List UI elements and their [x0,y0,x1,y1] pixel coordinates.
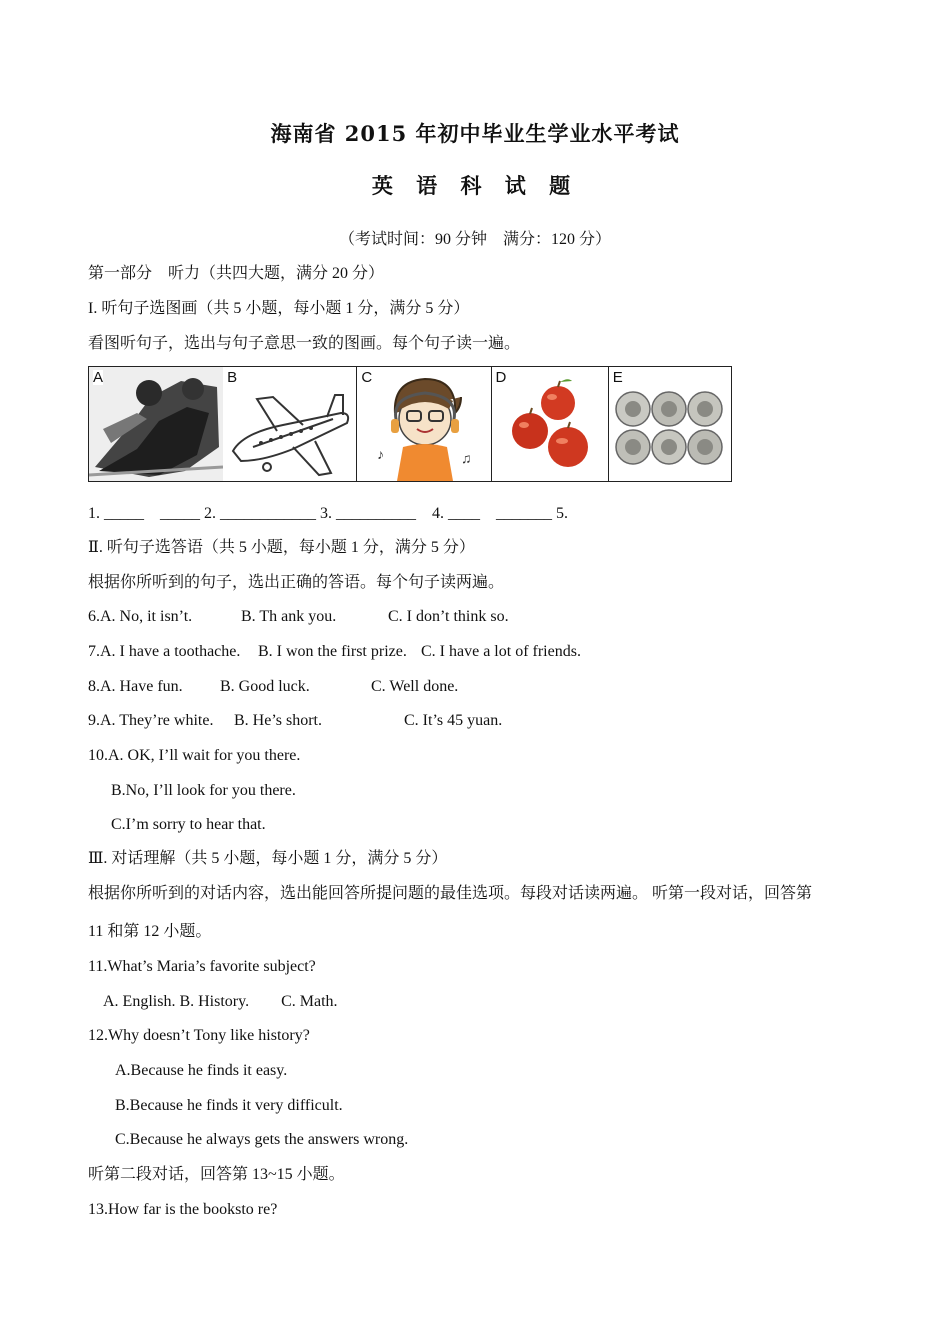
picture-e [609,367,731,481]
q7-option-c: C. I have a lot of friends. [421,643,581,660]
svg-text:♪: ♪ [377,448,385,463]
section2-instruction: 根据你所听到的句子，选出正确的答语。每个句子读两遍。 [88,574,505,591]
q8-option-c: C. Well done. [371,678,459,695]
q6-option-c: C. I don’t think so. [388,608,509,625]
exam-title: 海南省 2015 年初中毕业生学业水平考试 [270,121,680,146]
picture-d [492,367,609,481]
q8-option-a: 8.A. Have fun. [88,678,183,695]
q9-option-a: 9.A. They’re white. [88,712,214,729]
q10-option-b: B.No, I’ll look for you there. [111,782,296,799]
picture-b [223,367,357,481]
picture-a [89,367,223,481]
q7-option-b: B. I won the first prize. [258,643,407,660]
section1-instruction: 看图听句子，选出与句子意思一致的图画。每个句子读一遍。 [88,335,521,352]
picture-label: D [495,369,507,386]
q6-option-b: B. Th ank you. [241,608,337,625]
boy-with-headphones-icon [357,367,491,481]
picture-label: A [93,369,104,386]
picture-c [357,367,491,481]
section3-heading: Ⅲ. 对话理解（共 5 小题，每小题 1 分，满分 5 分） [88,850,448,867]
q9-option-b: B. He’s short. [234,712,322,729]
q8-option-b: B. Good luck. [220,678,310,695]
subject-title: 英 语 科 试 题 [371,173,579,198]
answer-line: 1. _____ _____ 2. ____________ 3. __________ 4. ____ _______ 5. [88,505,569,522]
coins-photo-icon [609,367,732,481]
section3-instruction-line2: 11 和第 12 小题。 [88,923,212,940]
q12-option-a: A.Because he finds it easy. [115,1062,288,1079]
exam-info: （考试时间：90 分钟 满分：120 分） [338,231,611,248]
section2-heading: Ⅱ. 听句子选答语（共 5 小题，每小题 1 分，满分 5 分） [88,539,475,556]
picture-strip [88,366,732,482]
q12-option-b: B.Because he finds it very difficult. [115,1097,343,1114]
q12-option-c: C.Because he always gets the answers wrong. [115,1131,409,1148]
q9-option-c: C. It’s 45 yuan. [404,712,503,729]
q13-question: 13.How far is the booksto re? [88,1201,278,1218]
apples-photo-icon [492,367,609,481]
section3-instruction-line1: 根据你所听到的对话内容，选出能回答所提问题的最佳选项。每段对话读两遍。 听第一段对话，回答第 [88,885,813,902]
svg-text:♫: ♫ [461,452,472,467]
q10-option-c: C.I’m sorry to hear that. [111,816,266,833]
section1-heading: I. 听句子选图画（共 5 小题，每小题 1 分，满分 5 分） [88,300,470,317]
q10-option-a: 10.A. OK, I’ll wait for you there. [88,747,301,764]
q12-question: 12.Why doesn’t Tony like history? [88,1027,310,1044]
airplane-drawing-icon [223,367,357,481]
skaters-photo-icon [89,367,223,481]
q11-question: 11.What’s Maria’s favorite subject? [88,958,316,975]
q7-option-a: 7.A. I have a toothache. [88,643,241,660]
picture-label: C [361,369,373,386]
part1-heading: 第一部分 听力（共四大题，满分 20 分） [88,265,385,282]
picture-label: E [612,369,623,386]
dialogue2-instruction: 听第二段对话，回答第 13~15 小题。 [88,1166,345,1183]
picture-label: B [227,369,238,386]
q11-options: A. English. B. History. C. Math. [103,993,338,1010]
q6-option-a: 6.A. No, it isn’t. [88,608,193,625]
